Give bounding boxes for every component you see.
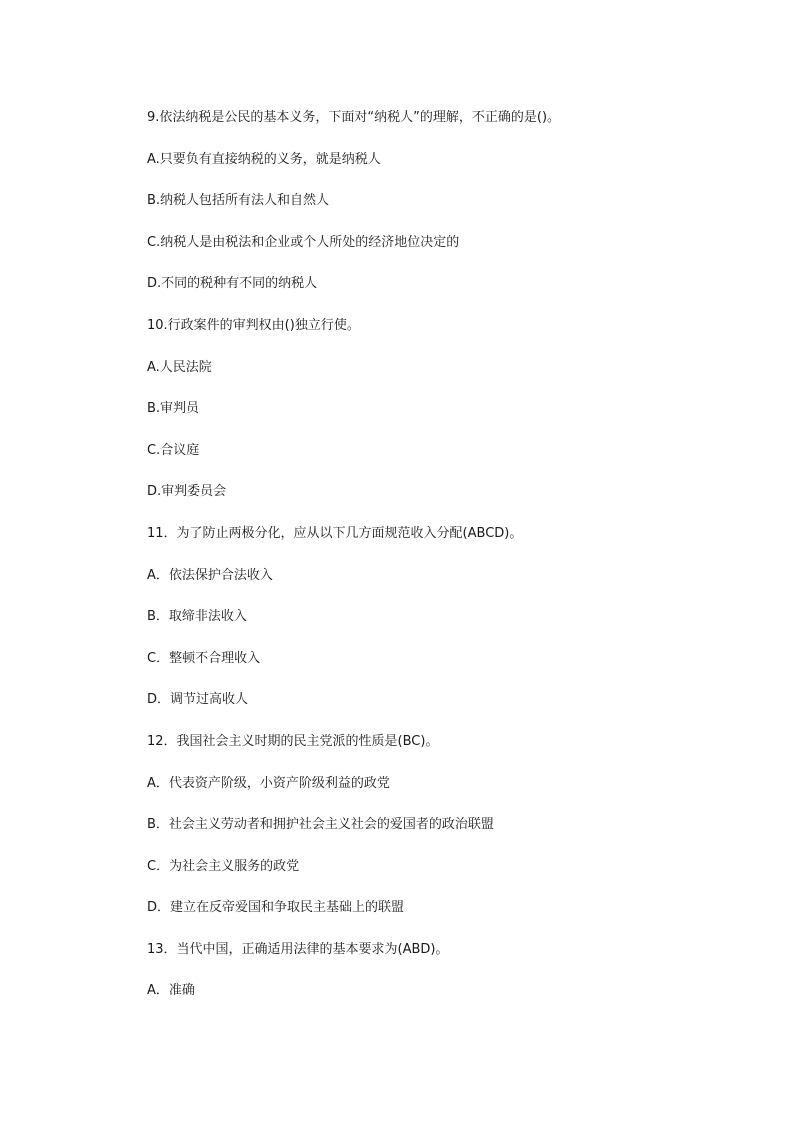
question-12-option-d: D．建立在反帝爱国和争取民主基础上的联盟 — [147, 900, 405, 916]
question-13-option-a: A．准确 — [147, 983, 195, 999]
question-10-option-b: B.审判员 — [147, 401, 200, 417]
question-12-option-c: C．为社会主义服务的政党 — [147, 858, 300, 874]
question-10-option-a: A.人民法院 — [147, 359, 212, 375]
question-9-option-b: B.纳税人包括所有法人和自然人 — [147, 193, 330, 209]
question-9-option-a: A.只要负有直接纳税的义务，就是纳税人 — [147, 151, 381, 167]
question-11-option-c: C．整顿不合理收入 — [147, 650, 261, 666]
question-11-option-b: B．取缔非法收入 — [147, 609, 247, 625]
question-list — [147, 108, 767, 1023]
question-12-option-b: B．社会主义劳动者和拥护社会主义社会的爱国者的政治联盟 — [147, 817, 494, 833]
question-11-option-d: D．调节过高收人 — [147, 692, 249, 708]
question-9-option-d: D.不同的税种有不同的纳税人 — [147, 276, 318, 292]
question-12-stem: 12．我国社会主义时期的民主党派的性质是(BC)。 — [147, 733, 439, 749]
question-13-stem: 13．当代中国，正确适用法律的基本要求为(ABD)。 — [147, 941, 449, 957]
question-10-stem: 10.行政案件的审判权由()独立行使。 — [147, 317, 360, 333]
question-11-option-a: A．依法保护合法收入 — [147, 567, 273, 583]
question-10-option-d: D.审判委员会 — [147, 484, 227, 500]
question-9-option-c: C.纳税人是由税法和企业或个人所处的经济地位决定的 — [147, 234, 460, 250]
question-11-stem: 11．为了防止两极分化，应从以下几方面规范收入分配(ABCD)。 — [147, 525, 523, 541]
question-10-option-c: C.合议庭 — [147, 442, 200, 458]
question-9-stem: 9.依法纳税是公民的基本义务，下面对“纳税人”的理解，不正确的是()。 — [147, 110, 561, 125]
question-12-option-a: A．代表资产阶级，小资产阶级利益的政党 — [147, 775, 390, 791]
